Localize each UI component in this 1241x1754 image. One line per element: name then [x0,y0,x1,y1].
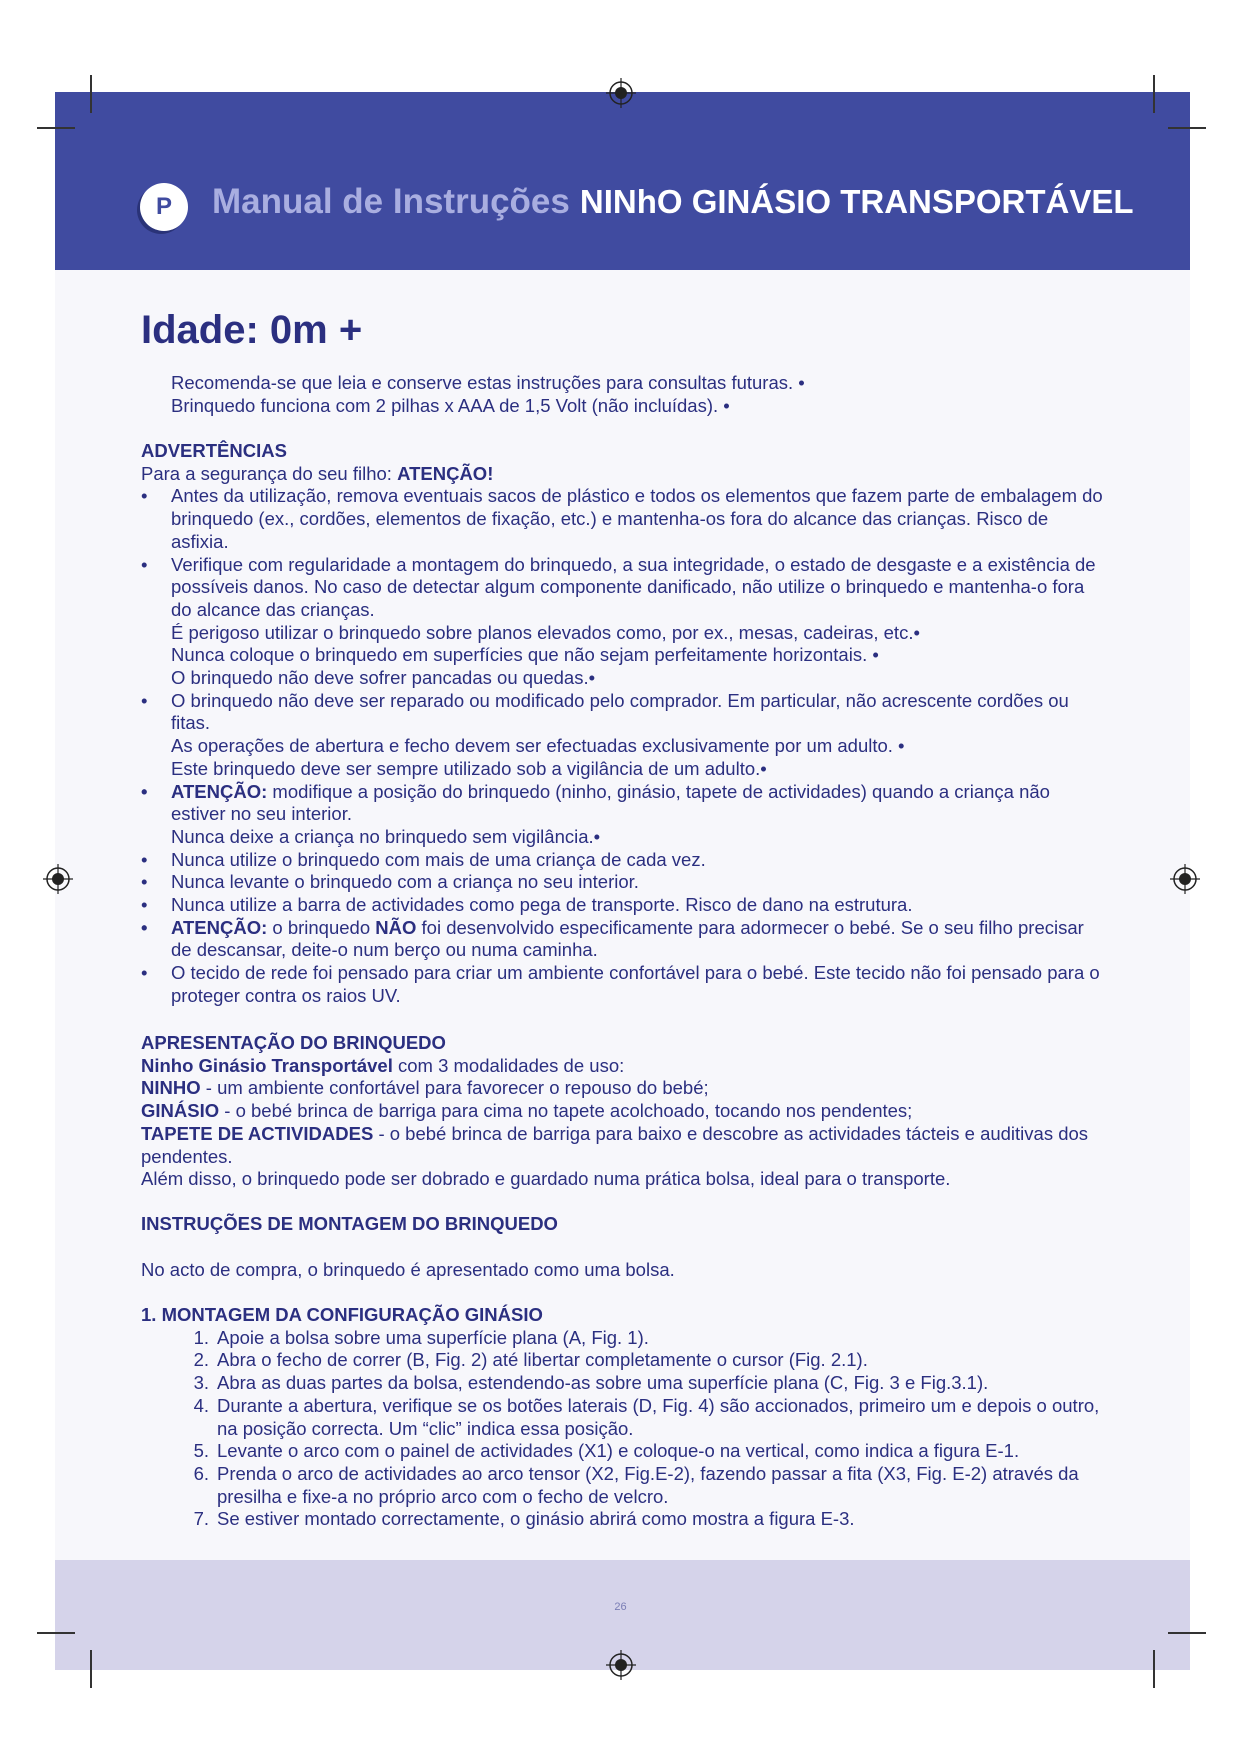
list-item: • Antes da utilização, remova eventuais sacos de plástico e todos os elementos que fazem parte de embalagem do brinquedo (ex., cordões, elementos de fixação, etc.) e mantenha-os fora do alcance das crianças. Risco de asfixia. [141,485,1103,552]
safety-line: Para a segurança do seu filho: ATENÇÃO! [141,462,494,484]
presentation-line: NINHO - um ambiente confortável para favorecer o repouso do bebé; [141,1077,709,1099]
registration-mark-icon [606,78,636,108]
step-item: 3. Abra as duas partes da bolsa, estendendo-as sobre uma superfície plana (C, Fig. 3 e Fig.3.1). [193,1372,989,1394]
list-item-line: O brinquedo não deve sofrer pancadas ou quedas.• [171,667,596,689]
presentation-line: Além disso, o brinquedo pode ser dobrado e guardado numa prática bolsa, ideal para o transporte. [141,1168,951,1190]
crop-mark [1153,75,1155,113]
crop-mark [90,1650,92,1688]
crop-mark [1168,127,1206,129]
presentation-line: Ninho Ginásio Transportável com 3 modalidades de uso: [141,1054,625,1076]
registration-mark-icon [43,864,73,894]
list-item: • Nunca utilize a barra de actividades como pega de transporte. Risco de dano na estrutura. [141,894,913,916]
list-item-line: Este brinquedo deve ser sempre utilizado sob a vigilância de um adulto.• [171,757,767,779]
list-item: • Nunca utilize o brinquedo com mais de uma criança de cada vez. [141,848,706,870]
intro-line: Recomenda-se que leia e conserve estas instruções para consultas futuras. • [171,372,805,393]
list-item: • O brinquedo não deve ser reparado ou modificado pelo comprador. Em particular, não acrescente cordões ou fitas. [141,689,1069,734]
step-item: 7. Se estiver montado correctamente, o ginásio abrirá como mostra a figura E-3. [193,1508,855,1530]
warnings-heading: ADVERTÊNCIAS [141,440,287,461]
crop-mark [1153,1650,1155,1688]
language-badge: P [140,183,188,231]
crop-mark [1168,1632,1206,1634]
crop-mark [37,1632,75,1634]
list-item-line: É perigoso utilizar o brinquedo sobre planos elevados como, por ex., mesas, cadeiras, etc.• [171,621,920,643]
page-number: 26 [614,1601,627,1613]
list-item-line: Nunca coloque o brinquedo em superfícies que não sejam perfeitamente horizontais. • [171,644,879,666]
assembly-sub-heading: 1. MONTAGEM DA CONFIGURAÇÃO GINÁSIO [141,1304,543,1325]
list-item: • O tecido de rede foi pensado para criar um ambiente confortável para o bebé. Este tecido não foi pensado para o proteger contra os raios UV. [141,962,1100,1006]
step-item: 4. Durante a abertura, verifique se os botões laterais (D, Fig. 4) são accionados, primeiro um e depois o outro, na posição correcta. Um “clic” indica essa posição. [193,1394,1100,1439]
presentation-heading: APRESENTAÇÃO DO BRINQUEDO [141,1032,446,1053]
warnings-section [141,440,1106,1008]
presentation-line: GINÁSIO - o bebé brinca de barriga para cima no tapete acolchoado, tocando nos pendentes; [141,1100,913,1122]
list-item: • ATENÇÃO: modifique a posição do brinquedo (ninho, ginásio, tapete de actividades) quando a criança não estiver no seu interior. [141,780,1050,825]
registration-mark-icon [1170,864,1200,894]
step-item: 5. Levante o arco com o painel de actividades (X1) e coloque-o na vertical, como indica a figura E-1. [193,1440,1020,1462]
intro-line: Brinquedo funciona com 2 pilhas x AAA de 1,5 Volt (não incluídas). • [171,394,730,416]
presentation-line: TAPETE DE ACTIVIDADES - o bebé brinca de barriga para baixo e descobre as actividades tácteis e auditivas dos pendentes. [141,1122,1089,1167]
assembly-heading: INSTRUÇÕES DE MONTAGEM DO BRINQUEDO [141,1213,558,1234]
list-item-line: As operações de abertura e fecho devem ser efectuadas exclusivamente por um adulto. • [171,735,905,757]
assembly-intro: No acto de compra, o brinquedo é apresentado como uma bolsa. [141,1259,675,1280]
product-name: NINhO GINÁSIO TRANSPORTÁVEL [579,183,1134,220]
registration-mark-icon [606,1650,636,1680]
step-item: 1. Apoie a bolsa sobre uma superfície plana (A, Fig. 1). [193,1326,649,1348]
list-item-line: Nunca deixe a criança no brinquedo sem vigilância.• [171,825,601,847]
list-item: • ATENÇÃO: o brinquedo NÃO foi desenvolvido especificamente para adormecer o bebé. Se o seu filho precisar de descansar, deite-o num berço ou numa caminha. [141,916,1084,961]
header-title [212,182,1134,222]
assembly-steps [141,1304,1106,1531]
presentation-section [141,1032,1106,1191]
crop-mark [90,75,92,113]
step-item: 6. Prenda o arco de actividades ao arco tensor (X2, Fig.E-2), fazendo passar a fita (X3, Fig. E-2) através da presilha e fixe-a no próprio arco com o fecho de velcro. [193,1462,1079,1507]
age-title: Idade: 0m + [141,308,363,352]
intro [141,372,1106,417]
manual-title: Manual de Instruções [212,182,570,221]
header-band [55,92,1190,270]
list-item: • Verifique com regularidade a montagem do brinquedo, a sua integridade, o estado de desgaste e a existência de possíveis danos. No caso de detectar algum componente danificado, não utilize o brinquedo e mantenha-o fora do alcance das crianças. [141,553,1096,620]
crop-mark [37,127,75,129]
list-item: • Nunca levante o brinquedo com a criança no seu interior. [141,871,639,893]
step-item: 2. Abra o fecho de correr (B, Fig. 2) até libertar completamente o cursor (Fig. 2.1). [193,1349,868,1371]
